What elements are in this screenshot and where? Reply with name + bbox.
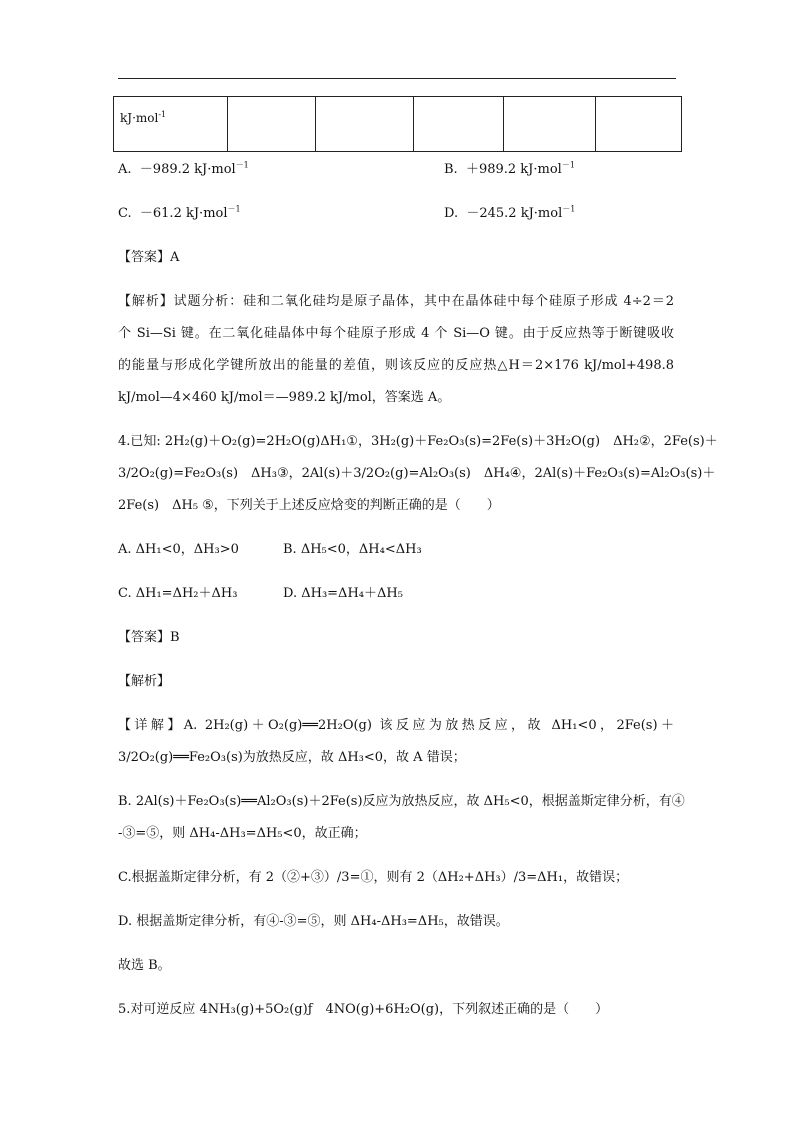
q4-detail-line: 3/2O₂(g)══Fe₂O₃(s)为放热反应，故 ΔH₃<0，故 A 错误； xyxy=(118,750,466,765)
q4-stem-line: 2Fe(s) ΔH₅ ⑤，下列关于上述反应焓变的判断正确的是（ ） xyxy=(118,498,500,513)
q3-option-a: A. －989.2 kJ·mol$^{-1}$ xyxy=(118,160,249,177)
q4-answer: 【答案】B xyxy=(118,630,180,645)
q3-analysis-line: 【解析】试题分析：硅和二氧化硅均是原子晶体，其中在晶体硅中每个硅原子形成 4÷2＝2 xyxy=(118,294,674,309)
energy-table xyxy=(113,96,682,152)
table-cell xyxy=(596,97,682,152)
table-cell-unit: kJ·mol$^{-1}$ xyxy=(114,97,228,152)
q4-stem-line: 4.已知: 2H₂(g)＋O₂(g)=2H₂O(g)ΔH₁①，3H₂(g)＋Fe₂O₃(s)=2Fe(s)＋3H₂O(g) ΔH₂②，2Fe(s)＋ xyxy=(118,434,718,449)
q3-option-c: C. －61.2 kJ·mol$^{-1}$ xyxy=(118,204,241,221)
q4-stem-line: 3/2O₂(g)=Fe₂O₃(s) ΔH₃③，2Al(s)＋3/2O₂(g)=Al₂O₃(s) ΔH₄④，2Al(s)＋Fe₂O₃(s)=Al₂O₃(s)＋ xyxy=(118,466,716,481)
table-cell xyxy=(228,97,316,152)
q4-detail-line: D. 根据盖斯定律分析，有④-③=⑤，则 ΔH₄-ΔH₃=ΔH₅，故错误。 xyxy=(118,914,509,929)
q4-option-c: C. ΔH₁=ΔH₂＋ΔH₃ xyxy=(118,586,238,601)
table-cell xyxy=(414,97,504,152)
q3-option-b: B. ＋989.2 kJ·mol$^{-1}$ xyxy=(444,160,575,177)
q4-detail-line: C.根据盖斯定律分析，有 2（②+③）/3=①，则有 2（ΔH₂+ΔH₃）/3=ΔH₁，故错误； xyxy=(118,870,629,885)
q4-detail-line: 【详解】A. 2H₂(g)＋O₂(g)══2H₂O(g) 该反应为放热反应，故 ΔH₁<0，2Fe(s)＋ xyxy=(118,718,674,733)
table-cell xyxy=(504,97,596,152)
q3-analysis-line: 个 Si—Si 键。在二氧化硅晶体中每个硅原子形成 4 个 Si—O 键。由于反应热等于断键吸收 xyxy=(118,326,674,341)
q3-analysis-line: 的能量与形成化学键所放出的能量的差值，则该反应的反应热△H＝2×176 kJ/mol+498.8 xyxy=(118,358,674,373)
q3-analysis-line: kJ/mol—4×460 kJ/mol＝—989.2 kJ/mol，答案选 A。 xyxy=(118,390,451,405)
q4-conclusion: 故选 B。 xyxy=(118,958,171,973)
q4-option-b: B. ΔH₅<0，ΔH₄<ΔH₃ xyxy=(283,542,422,557)
q3-option-d: D. －245.2 kJ·mol$^{-1}$ xyxy=(444,204,576,221)
q3-answer: 【答案】A xyxy=(118,250,180,265)
q4-option-d: D. ΔH₃=ΔH₄＋ΔH₅ xyxy=(283,586,403,601)
q4-option-a: A. ΔH₁<0，ΔH₃>0 xyxy=(118,542,239,557)
q4-analysis-heading: 【解析】 xyxy=(118,674,171,689)
table-row xyxy=(114,97,682,152)
q4-detail-line: -③=⑤，则 ΔH₄-ΔH₃=ΔH₅<0，故正确； xyxy=(118,826,367,841)
q5-stem: 5.对可逆反应 4NH₃(g)+5O₂(g)ƒ 4NO(g)+6H₂O(g)，下列叙述正确的是（ ） xyxy=(118,1002,609,1017)
table-cell xyxy=(316,97,414,152)
q4-detail-line: B. 2Al(s)＋Fe₂O₃(s)══Al₂O₃(s)＋2Fe(s)反应为放热反应，故 ΔH₅<0，根据盖斯定律分析，有④ xyxy=(118,794,685,809)
header-rule xyxy=(118,78,676,79)
